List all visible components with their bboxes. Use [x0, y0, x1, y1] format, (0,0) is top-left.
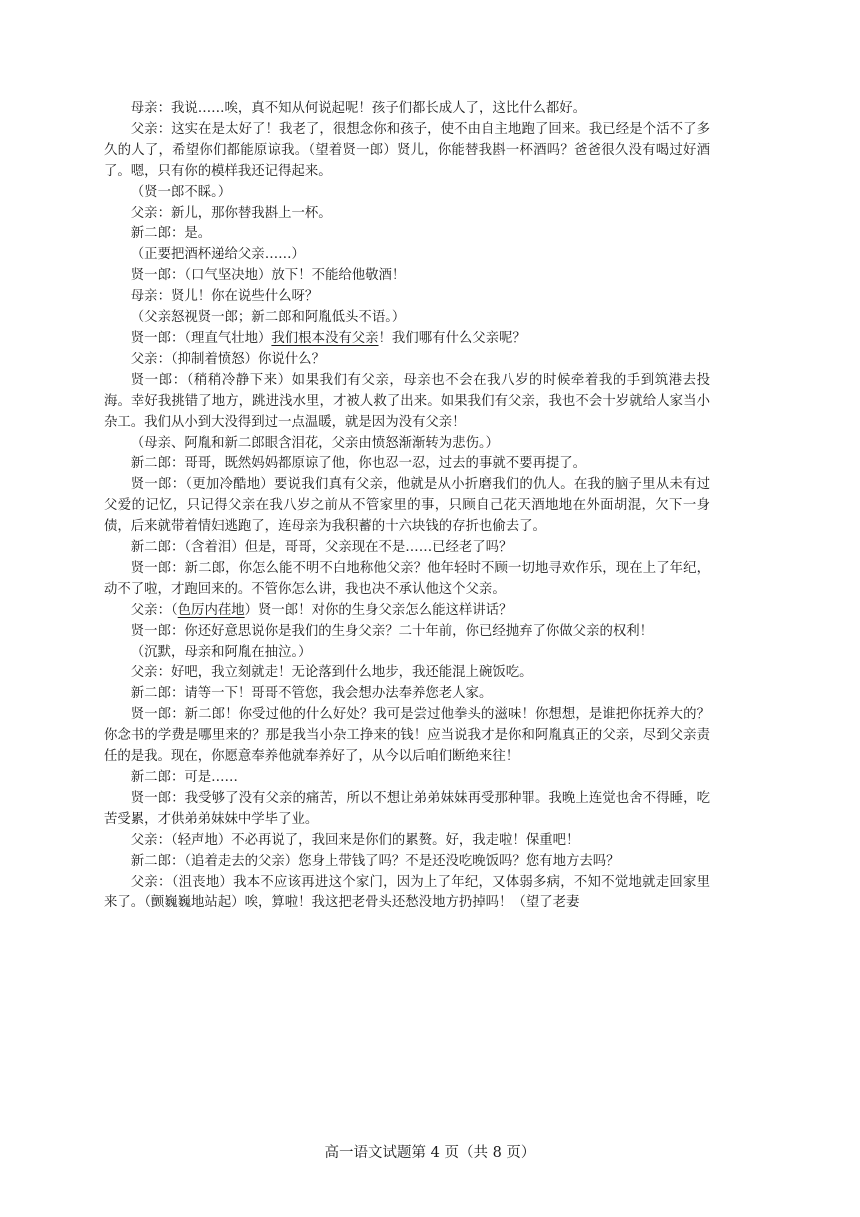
- paragraph-text: 贤一郎：（稍稍冷静下来）如果我们有父亲，母亲也不会在我八岁的时候牵着我的手到筑港去投海。幸好我挑错了地方，跳进浅水里，才被人救了出来。如果我们有父亲，我也不会十岁就给人家当小杂工。我们从小到大没得到过一点温暖，就是因为没有父亲！: [104, 372, 710, 430]
- paragraph-text: 新二郎：可是……: [130, 770, 238, 785]
- paragraph-text: （父亲怒视贤一郎；新二郎和阿胤低头不语。）: [130, 310, 406, 326]
- passage-body: [104, 99, 710, 914]
- underlined-phrase: 我们根本没有父亲: [271, 330, 379, 346]
- passage-paragraph: [104, 643, 710, 664]
- paragraph-text: （贤一郎不睬。）: [130, 184, 232, 200]
- paragraph-text: 新二郎：是。: [130, 226, 212, 242]
- passage-paragraph: [104, 768, 710, 789]
- passage-paragraph: [104, 705, 710, 768]
- passage-paragraph: [104, 183, 710, 204]
- passage-paragraph: [104, 329, 710, 350]
- paragraph-text: （正要把酒杯递给父亲……）: [130, 247, 305, 263]
- passage-paragraph: [104, 684, 710, 705]
- passage-paragraph: [104, 350, 710, 371]
- paragraph-text: 贤一郎：我受够了没有父亲的痛苦，所以不想让弟弟妹妹再受那种罪。我晚上连觉也舍不得睡，吃苦受累，才供弟弟妹妹中学毕了业。: [104, 790, 710, 827]
- passage-paragraph: [104, 204, 710, 225]
- passage-paragraph: [104, 266, 710, 287]
- paragraph-text: 新二郎：（含着泪）但是，哥哥，父亲现在不是……已经老了吗？: [130, 540, 513, 556]
- paragraph-text: 父亲：（沮丧地）我本不应该再进这个家门，因为上了年纪，又体弱多病，不知不觉地就走回家里来了。（颤巍巍地站起）唉，算啦！我这把老骨头还愁没地方扔掉吗！（望了老妻: [104, 874, 710, 911]
- underlined-phrase: 色厉内荏地: [177, 602, 245, 618]
- passage-paragraph: [104, 434, 710, 455]
- paragraph-text: ！我们哪有什么父亲呢？: [378, 330, 526, 346]
- passage-paragraph: [104, 99, 710, 120]
- passage-paragraph: [104, 287, 710, 308]
- passage-paragraph: [104, 454, 710, 475]
- passage-paragraph: [104, 852, 710, 873]
- paragraph-text: （母亲、阿胤和新二郎眼含泪花，父亲由愤怒渐渐转为悲伤。）: [130, 435, 500, 451]
- paragraph-text: 父亲：新儿，那你替我斟上一杯。: [130, 205, 332, 221]
- passage-paragraph: [104, 224, 710, 245]
- passage-paragraph: [104, 663, 710, 684]
- passage-paragraph: [104, 831, 710, 852]
- passage-paragraph: [104, 601, 710, 622]
- paragraph-text: 贤一郎：（理直气壮地）: [130, 330, 272, 346]
- paragraph-text: 贤一郎：你还好意思说你是我们的生身父亲？二十年前，你已经抛弃了你做父亲的权利！: [130, 623, 654, 639]
- paragraph-text: 父亲：（抑制着愤怒）你说什么？: [130, 351, 325, 367]
- paragraph-text: 父亲：好吧，我立刻就走！无论落到什么地步，我还能混上碗饭吃。: [130, 665, 533, 681]
- paragraph-text: 父亲：（轻声地）不必再说了，我回来是你们的累赘。好，我走啦！保重吧！: [130, 832, 580, 848]
- paragraph-text: 贤一郎：新二郎，你怎么能不明不白地称他父亲？他年轻时不顾一切地寻欢作乐，现在上了年纪，动不了啦，才跑回来的。不管你怎么讲，我也决不承认他这个父亲。: [104, 560, 710, 597]
- paragraph-text: ）贤一郎！对你的生身父亲怎么能这样讲话？: [244, 602, 513, 618]
- passage-paragraph: [104, 120, 710, 183]
- paragraph-text: 新二郎：哥哥，既然妈妈都原谅了他，你也忍一忍，过去的事就不要再提了。: [130, 456, 587, 472]
- paragraph-text: 父亲：这实在是太好了！我老了，很想念你和孩子，使不由自主地跑了回来。我已经是个活不了多久的人了，希望你们都能原谅我。（望着贤一郎）贤儿，你能替我斟一杯酒吗？爸爸很久没有喝过好酒了。嗯，只有你的模样我还记得起来。: [104, 121, 710, 179]
- passage-paragraph: [104, 622, 710, 643]
- paragraph-text: 贤一郎：（更加冷酷地）要说我们真有父亲，他就是从小折磨我们的仇人。在我的脑子里从未有过父爱的记忆，只记得父亲在我八岁之前从不管家里的事，只顾自己花天酒地地在外面胡混，欠下一身债，后来就带着情妇逃跑了，连母亲为我积蓄的十六块钱的存折也偷去了。: [104, 477, 710, 535]
- passage-paragraph: [104, 308, 710, 329]
- paragraph-text: 贤一郎：（口气坚决地）放下！不能给他敬酒！: [130, 268, 406, 284]
- paragraph-text: 贤一郎：新二郎！你受过他的什么好处？我可是尝过他拳头的滋味！你想想，是谁把你抚养大的？你念书的学费是哪里来的？那是我当小杂工挣来的钱！应当说我才是你和阿胤真正的父亲，尽到父亲责任的是我。现在，你愿意奉养他就奉养好了，从今以后咱们断绝来往！: [104, 707, 710, 765]
- paragraph-text: 母亲：贤儿！你在说些什么呀？: [130, 289, 319, 305]
- passage-paragraph: [104, 538, 710, 559]
- passage-paragraph: [104, 371, 710, 434]
- paragraph-text: 新二郎：（追着走去的父亲）您身上带钱了吗？不是还没吃晚饭吗？您有地方去吗？: [130, 853, 620, 869]
- page-footer: 高一语文试题第 4 页（共 8 页）: [324, 1145, 536, 1161]
- passage-paragraph: [104, 559, 710, 601]
- paragraph-text: 母亲：我说……唉，真不知从何说起呢！孩子们都长成人了，这比什么都好。: [130, 101, 587, 116]
- paragraph-text: 父亲：（: [130, 602, 178, 618]
- paragraph-text: （沉默，母亲和阿胤在抽泣。）: [130, 644, 312, 660]
- passage-paragraph: [104, 873, 710, 915]
- passage-paragraph: [104, 789, 710, 831]
- passage-paragraph: [104, 245, 710, 266]
- passage-paragraph: [104, 475, 710, 538]
- paragraph-text: 新二郎：请等一下！哥哥不管您，我会想办法奉养您老人家。: [130, 686, 493, 702]
